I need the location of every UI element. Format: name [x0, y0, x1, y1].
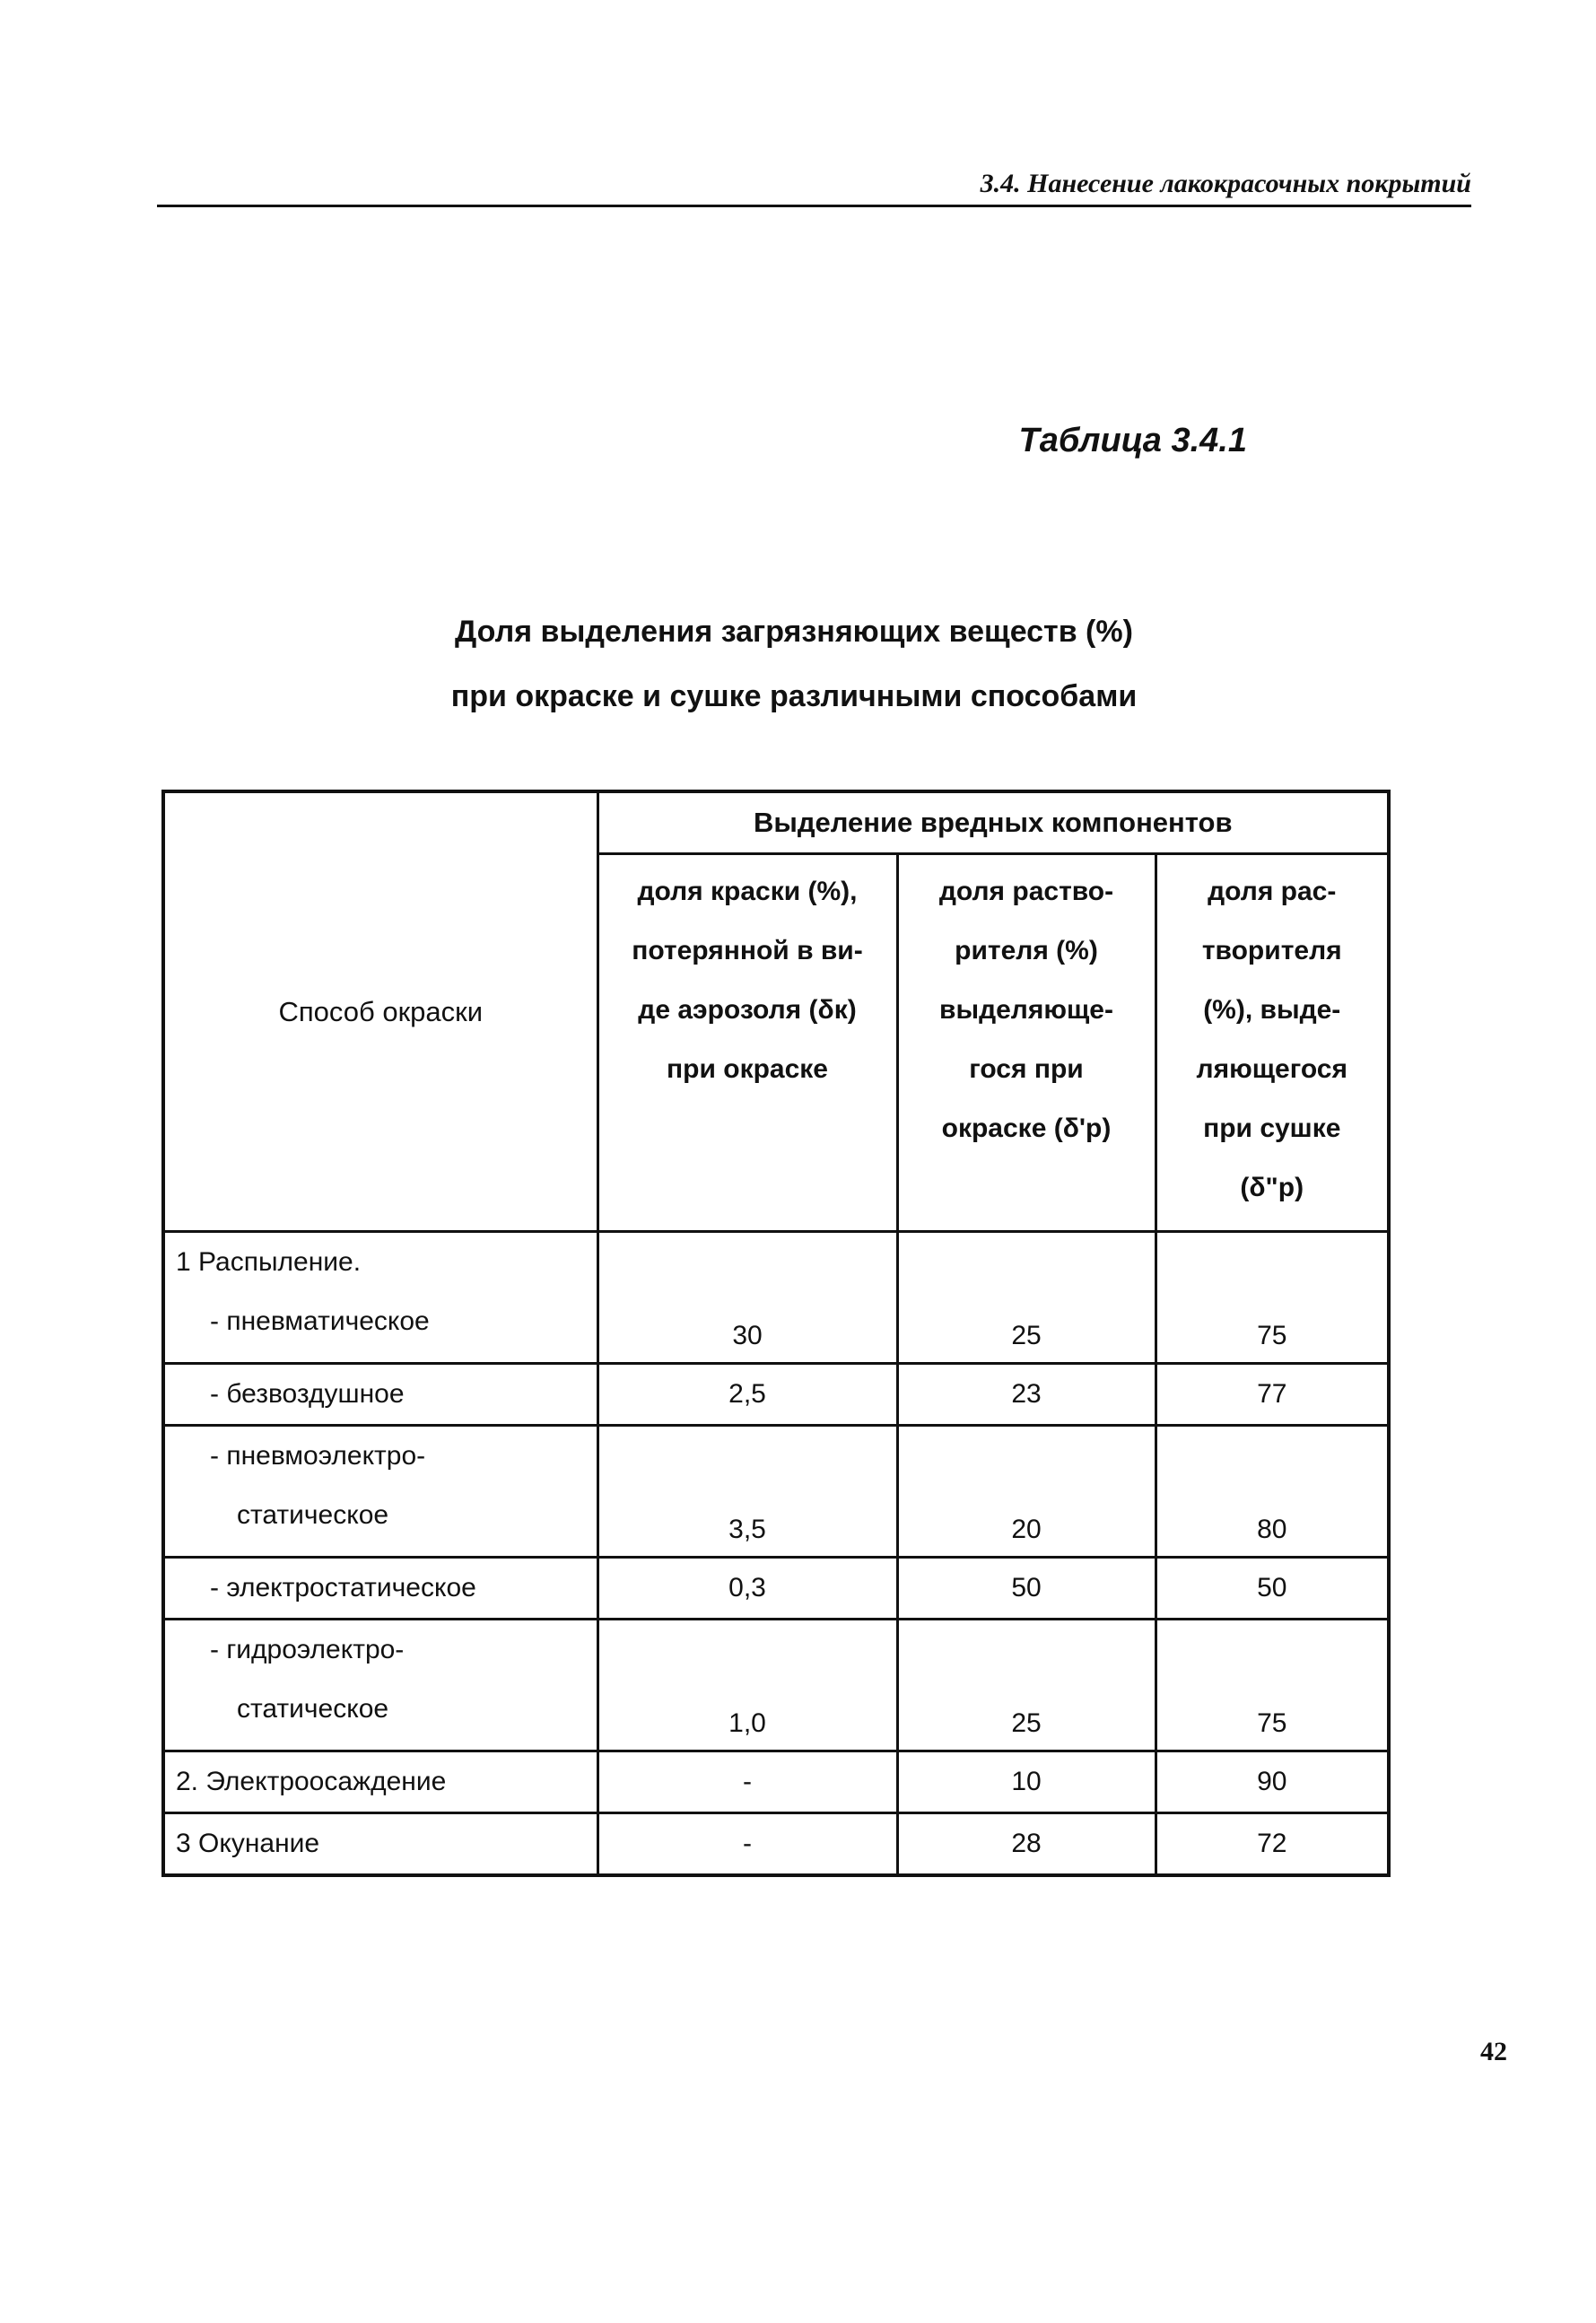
table-row [163, 1558, 1389, 1620]
subheader-line: ляющегося [1196, 1054, 1347, 1084]
subheader-line: доля краски (%), [637, 877, 858, 906]
subheader-line: при сушке [1203, 1113, 1341, 1143]
subheader-line: де аэрозоля (δк) [638, 995, 857, 1025]
subheader-line: творителя [1201, 936, 1342, 965]
subheader-line: рителя (%) [955, 936, 1098, 965]
value-cell: 23 [897, 1364, 1156, 1426]
subheader-line: доля раство- [938, 877, 1114, 906]
value-cell: 25 [897, 1232, 1156, 1364]
running-header: 3.4. Нанесение лакокрасочных покрытий [980, 169, 1471, 198]
value-cell: 72 [1156, 1813, 1389, 1876]
emissions-table [161, 790, 1391, 1877]
method-label: - безвоздушное [163, 1364, 597, 1426]
page-number: 42 [1480, 2037, 1507, 2066]
method-label: - электростатическое [163, 1558, 597, 1620]
value-cell: 10 [897, 1751, 1156, 1813]
value-cell: 1,0 [597, 1620, 897, 1751]
method-cell [163, 1426, 597, 1558]
method-label: 2. Электроосаждение [163, 1751, 597, 1813]
subheader-line: при окраске [667, 1054, 828, 1084]
value-cell: 90 [1156, 1751, 1389, 1813]
method-label: - пневмоэлектро- [210, 1441, 426, 1471]
value-cell: 3,5 [597, 1426, 897, 1558]
subheader-line: гося при [969, 1054, 1084, 1084]
group-header: Выделение вредных компонентов [597, 791, 1389, 854]
subheader-solvent-painting [897, 854, 1156, 1232]
value-cell: 75 [1156, 1620, 1389, 1751]
table-row [163, 1426, 1389, 1558]
table-row [163, 1364, 1389, 1426]
value-cell: 30 [597, 1232, 897, 1364]
value-cell: 77 [1156, 1364, 1389, 1426]
method-label: - гидроэлектро- [210, 1635, 405, 1664]
table-row [163, 1751, 1389, 1813]
subheader-line: выделяюще- [939, 995, 1113, 1025]
subheader-line: (%), выде- [1203, 995, 1341, 1025]
method-label-continued: статическое [237, 1500, 389, 1530]
value-cell: 75 [1156, 1232, 1389, 1364]
table-row [163, 1813, 1389, 1876]
subheader-line: потерянной в ви- [632, 936, 863, 965]
value-cell: 28 [897, 1813, 1156, 1876]
value-cell: 20 [897, 1426, 1156, 1558]
table-title-line-1: Доля выделения загрязняющих веществ (%) [455, 615, 1133, 649]
value-cell: - [597, 1751, 897, 1813]
subheader-solvent-drying [1156, 854, 1389, 1232]
method-label-continued: статическое [237, 1694, 389, 1724]
value-cell: 80 [1156, 1426, 1389, 1558]
value-cell: 25 [897, 1620, 1156, 1751]
header-rule [157, 205, 1471, 207]
method-cell [163, 1232, 597, 1364]
subheader-paint-loss [597, 854, 897, 1232]
method-column-header: Способ окраски [163, 791, 597, 1232]
table-number: Таблица 3.4.1 [1018, 422, 1247, 459]
table-title [269, 599, 1319, 729]
method-label: 3 Окунание [163, 1813, 597, 1876]
subheader-line: окраске (δ'р) [941, 1113, 1112, 1143]
subheader-line: (δ"р) [1240, 1173, 1304, 1202]
method-label: - пневматическое [210, 1306, 430, 1336]
spray-heading: 1 Распыление. [176, 1247, 362, 1277]
subheader-line: доля рас- [1208, 877, 1337, 906]
table-header-row-1 [163, 791, 1389, 854]
value-cell: - [597, 1813, 897, 1876]
value-cell: 50 [1156, 1558, 1389, 1620]
table-row [163, 1232, 1389, 1364]
method-cell [163, 1620, 597, 1751]
value-cell: 50 [897, 1558, 1156, 1620]
value-cell: 0,3 [597, 1558, 897, 1620]
value-cell: 2,5 [597, 1364, 897, 1426]
table-title-line-2: при окраске и сушке различными способами [450, 679, 1138, 713]
table-row [163, 1620, 1389, 1751]
